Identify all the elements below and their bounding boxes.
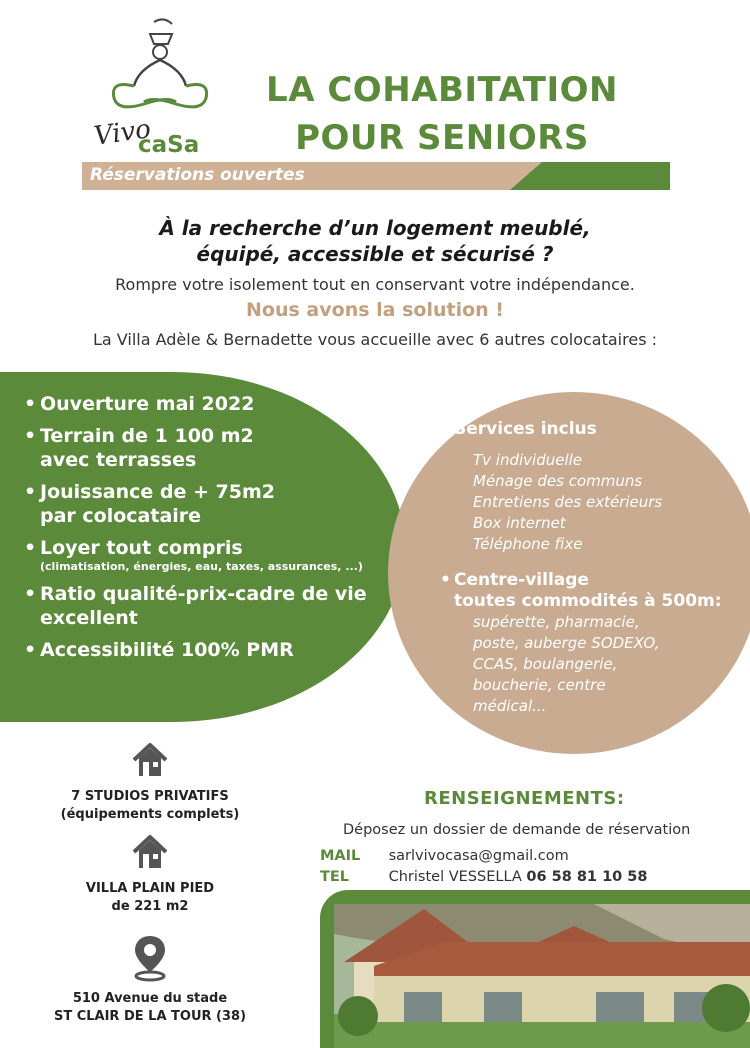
village-subheading: toutes commodités à 500m:: [454, 591, 722, 611]
service-item: Ménage des communs: [473, 472, 643, 490]
mail-row: [320, 848, 569, 864]
intro-question: [90, 215, 660, 267]
village-line: boucherie, centre: [473, 676, 606, 694]
feature-item: [24, 582, 404, 630]
feature-item: [24, 480, 404, 528]
studios-block: [40, 740, 260, 824]
address-line-1: 510 Avenue du stade: [72, 991, 228, 1006]
villa-text: La Villa Adèle & Bernadette vous accueille avec 6 autres colocataires :: [92, 330, 658, 349]
page-title: [232, 66, 652, 162]
tel-number[interactable]: 06 58 81 10 58: [526, 869, 648, 885]
villa-line-1: VILLA PLAIN PIED: [85, 881, 215, 896]
title-line-1: LA COHABITATION: [266, 70, 618, 110]
service-item: Tv individuelle: [473, 451, 583, 469]
renseignements-title: RENSEIGNEMENTS:: [424, 788, 625, 809]
feature-item: [24, 536, 404, 574]
feature-label: Accessibilité 100% PMR: [40, 639, 294, 661]
address-line-2: ST CLAIR DE LA TOUR (38): [53, 1009, 247, 1024]
village-line: CCAS, boulangerie,: [473, 655, 618, 673]
question-line-1: À la recherche d’un logement meublé,: [159, 216, 591, 240]
tel-label: TEL: [320, 869, 350, 885]
address-block: [40, 934, 260, 1026]
feature-label: Ouverture mai 2022: [40, 393, 255, 415]
feature-detail-small: (climatisation, énergies, eau, taxes, assurances, ...): [40, 560, 363, 573]
question-line-2: équipé, accessible et sécurisé ?: [196, 242, 554, 266]
location-pin-icon: [130, 934, 170, 982]
solution-heading: Nous avons la solution !: [246, 299, 504, 321]
intro-subtitle: Rompre votre isolement tout en conservant votre indépendance.: [115, 275, 635, 294]
villa-block: [40, 832, 260, 916]
feature-label: Terrain de 1 100 m2: [40, 425, 254, 447]
villa-illustration: [334, 904, 750, 1048]
tel-name: Christel VESSELLA: [388, 869, 522, 885]
feature-detail: avec terrasses: [40, 449, 197, 471]
banner-text: Réservations ouvertes: [90, 165, 305, 185]
village-heading: • Centre-village: [440, 569, 740, 591]
villa-line-2: de 221 m2: [111, 899, 189, 914]
service-item: Entretiens des extérieurs: [473, 493, 663, 511]
feature-label: Jouissance de + 75m2: [40, 481, 275, 503]
house-icon: [130, 740, 170, 780]
tel-row: [320, 869, 647, 885]
feature-label: Loyer tout compris: [40, 537, 243, 559]
feature-item: [24, 424, 404, 472]
mail-label: MAIL: [320, 848, 361, 864]
logo-word-vivo: Vivo: [92, 114, 153, 152]
mail-value[interactable]: sarlvivocasa@gmail.com: [388, 848, 569, 864]
service-item: Box internet: [473, 514, 566, 532]
services-heading: • Services inclus: [440, 418, 740, 440]
service-item: Téléphone fixe: [473, 535, 583, 553]
feature-detail: par colocataire: [40, 505, 202, 527]
feature-item: [24, 638, 404, 662]
studios-line-1: 7 STUDIOS PRIVATIFS: [71, 789, 229, 804]
logo-word-casa: caSa: [138, 132, 200, 158]
house-icon: [130, 832, 170, 872]
feature-detail: excellent: [40, 607, 138, 629]
feature-item: [24, 392, 404, 416]
meditation-figure-icon: [92, 14, 222, 124]
village-line: supérette, pharmacie,: [473, 613, 640, 631]
title-line-2: POUR SENIORS: [295, 118, 589, 158]
feature-label: Ratio qualité-prix-cadre de vie: [40, 583, 367, 605]
reservation-banner: [82, 162, 670, 190]
renseignements-text: Déposez un dossier de demande de réservation: [343, 822, 691, 838]
village-line: poste, auberge SODEXO,: [473, 634, 660, 652]
villa-photo: [334, 904, 750, 1048]
vivocasa-logo: [92, 14, 222, 159]
features-list: [24, 392, 404, 670]
services-list: [440, 418, 740, 717]
studios-line-2: (équipements complets): [60, 807, 240, 822]
village-line: médical...: [473, 697, 547, 715]
